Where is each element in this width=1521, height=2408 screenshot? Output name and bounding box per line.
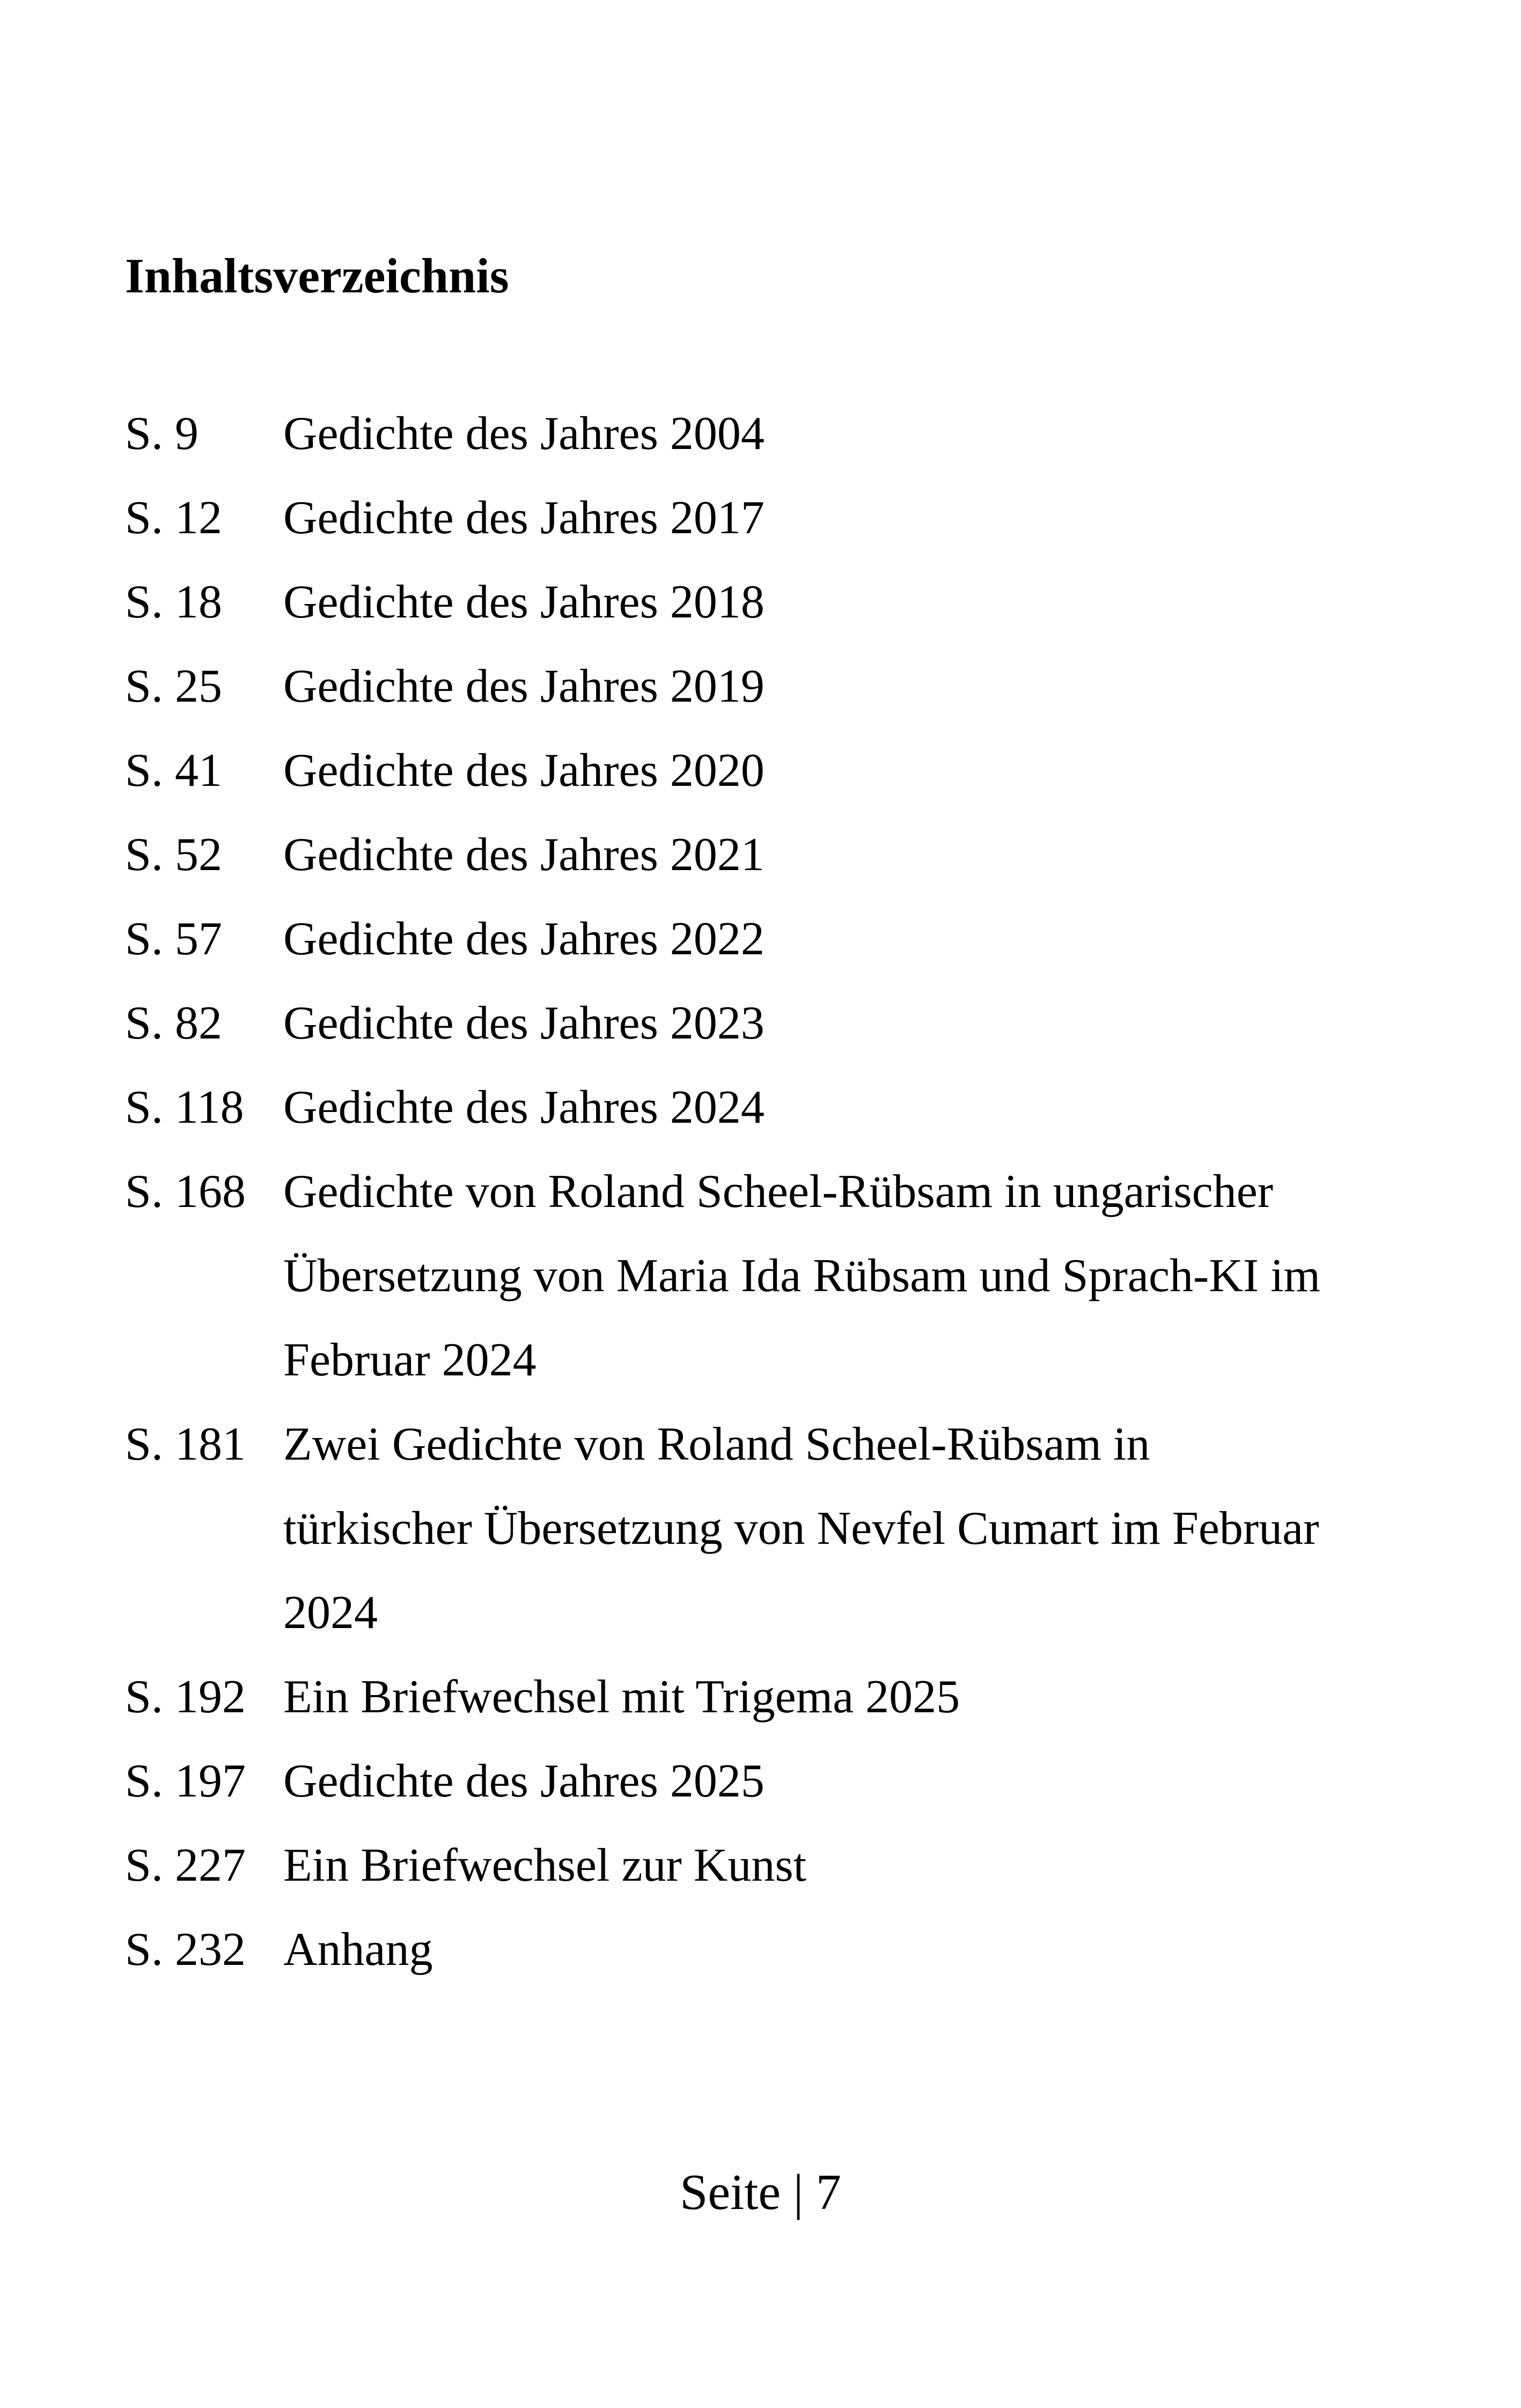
toc-entry-page: S. 118 (125, 1081, 244, 1133)
toc-entry (125, 1065, 1423, 1150)
toc-entry-text (283, 897, 1423, 981)
toc-entry-page: S. 41 (125, 745, 222, 797)
toc-entry-text-line: türkischer Übersetzung von Nevfel Cumart im Februar (283, 1503, 1319, 1555)
toc-entry-page: S. 12 (125, 492, 222, 544)
toc-entry (125, 813, 1423, 897)
toc-entry (125, 392, 1423, 476)
toc-entry-text-line: Gedichte des Jahres 2022 (283, 913, 765, 965)
toc-entry-page: S. 25 (125, 660, 222, 712)
toc-entry-text (283, 644, 1423, 728)
toc-entry-text-line: Gedichte des Jahres 2025 (283, 1755, 765, 1807)
toc-entry-text (283, 813, 1423, 897)
toc-entry-text-line: Gedichte des Jahres 2019 (283, 660, 765, 712)
toc-entry-page: S. 181 (125, 1418, 246, 1470)
toc-entry-text (283, 1823, 1423, 1908)
toc-entry-text-line: Gedichte des Jahres 2023 (283, 997, 765, 1049)
toc-entry-text-line: Februar 2024 (283, 1334, 537, 1386)
toc-entry-text (283, 476, 1423, 560)
toc-entry-text (283, 1402, 1423, 1655)
toc-entry-text (283, 1655, 1423, 1739)
toc-entry-page: S. 52 (125, 829, 222, 881)
toc-entry-text (283, 1908, 1423, 1992)
toc-entry (125, 1739, 1423, 1823)
toc-entry-text-line: Gedichte des Jahres 2021 (283, 829, 765, 881)
toc-entry-text-line: Zwei Gedichte von Roland Scheel-Rübsam in (283, 1418, 1150, 1470)
toc-entry-text-line: Übersetzung von Maria Ida Rübsam und Sprach-KI im (283, 1250, 1321, 1302)
toc-entry (125, 1823, 1423, 1908)
toc-entry-text (283, 728, 1423, 813)
toc-entry-text-line: 2024 (283, 1587, 378, 1639)
toc-entry-text-line: Ein Briefwechsel mit Trigema 2025 (283, 1671, 960, 1723)
toc-entry-page: S. 168 (125, 1166, 246, 1218)
toc-entry-page: S. 232 (125, 1924, 246, 1976)
toc-entry-text (283, 560, 1423, 644)
toc-entry-text (283, 981, 1423, 1065)
toc-entry-text-line: Gedichte des Jahres 2024 (283, 1081, 765, 1133)
toc-entry (125, 476, 1423, 560)
toc-entry-page: S. 82 (125, 997, 222, 1049)
toc-entry-text (283, 1739, 1423, 1823)
toc-entry-text (283, 1065, 1423, 1150)
toc-entry (125, 981, 1423, 1065)
toc-entry-page: S. 227 (125, 1839, 246, 1891)
toc-entry-page: S. 197 (125, 1755, 246, 1807)
toc-entry-page: S. 57 (125, 913, 222, 965)
toc-entry-text-line: Anhang (283, 1924, 433, 1976)
toc-entry (125, 560, 1423, 644)
toc-entry-text-line: Gedichte des Jahres 2018 (283, 576, 765, 628)
toc-entry (125, 897, 1423, 981)
toc-entry-page: S. 192 (125, 1671, 246, 1723)
toc-entry-text-line: Gedichte von Roland Scheel-Rübsam in ungarischer (283, 1166, 1274, 1218)
toc-title: Inhaltsverzeichnis (125, 248, 509, 303)
toc-entry-text-line: Ein Briefwechsel zur Kunst (283, 1839, 807, 1891)
toc-entry-text-line: Gedichte des Jahres 2020 (283, 745, 765, 797)
toc-entry-page: S. 9 (125, 408, 199, 460)
toc-entry (125, 728, 1423, 813)
toc-entry (125, 644, 1423, 728)
toc-list (125, 392, 1423, 1992)
toc-entry (125, 1150, 1423, 1402)
toc-entry-text-line: Gedichte des Jahres 2017 (283, 492, 765, 544)
toc-entry (125, 1655, 1423, 1739)
toc-entry-page: S. 18 (125, 576, 222, 628)
toc-entry-text (283, 1150, 1423, 1402)
toc-entry-text (283, 392, 1423, 476)
toc-entry (125, 1908, 1423, 1992)
toc-entry (125, 1402, 1423, 1655)
toc-entry-text-line: Gedichte des Jahres 2004 (283, 408, 765, 460)
page-number-footer: Seite | 7 (680, 2164, 841, 2220)
